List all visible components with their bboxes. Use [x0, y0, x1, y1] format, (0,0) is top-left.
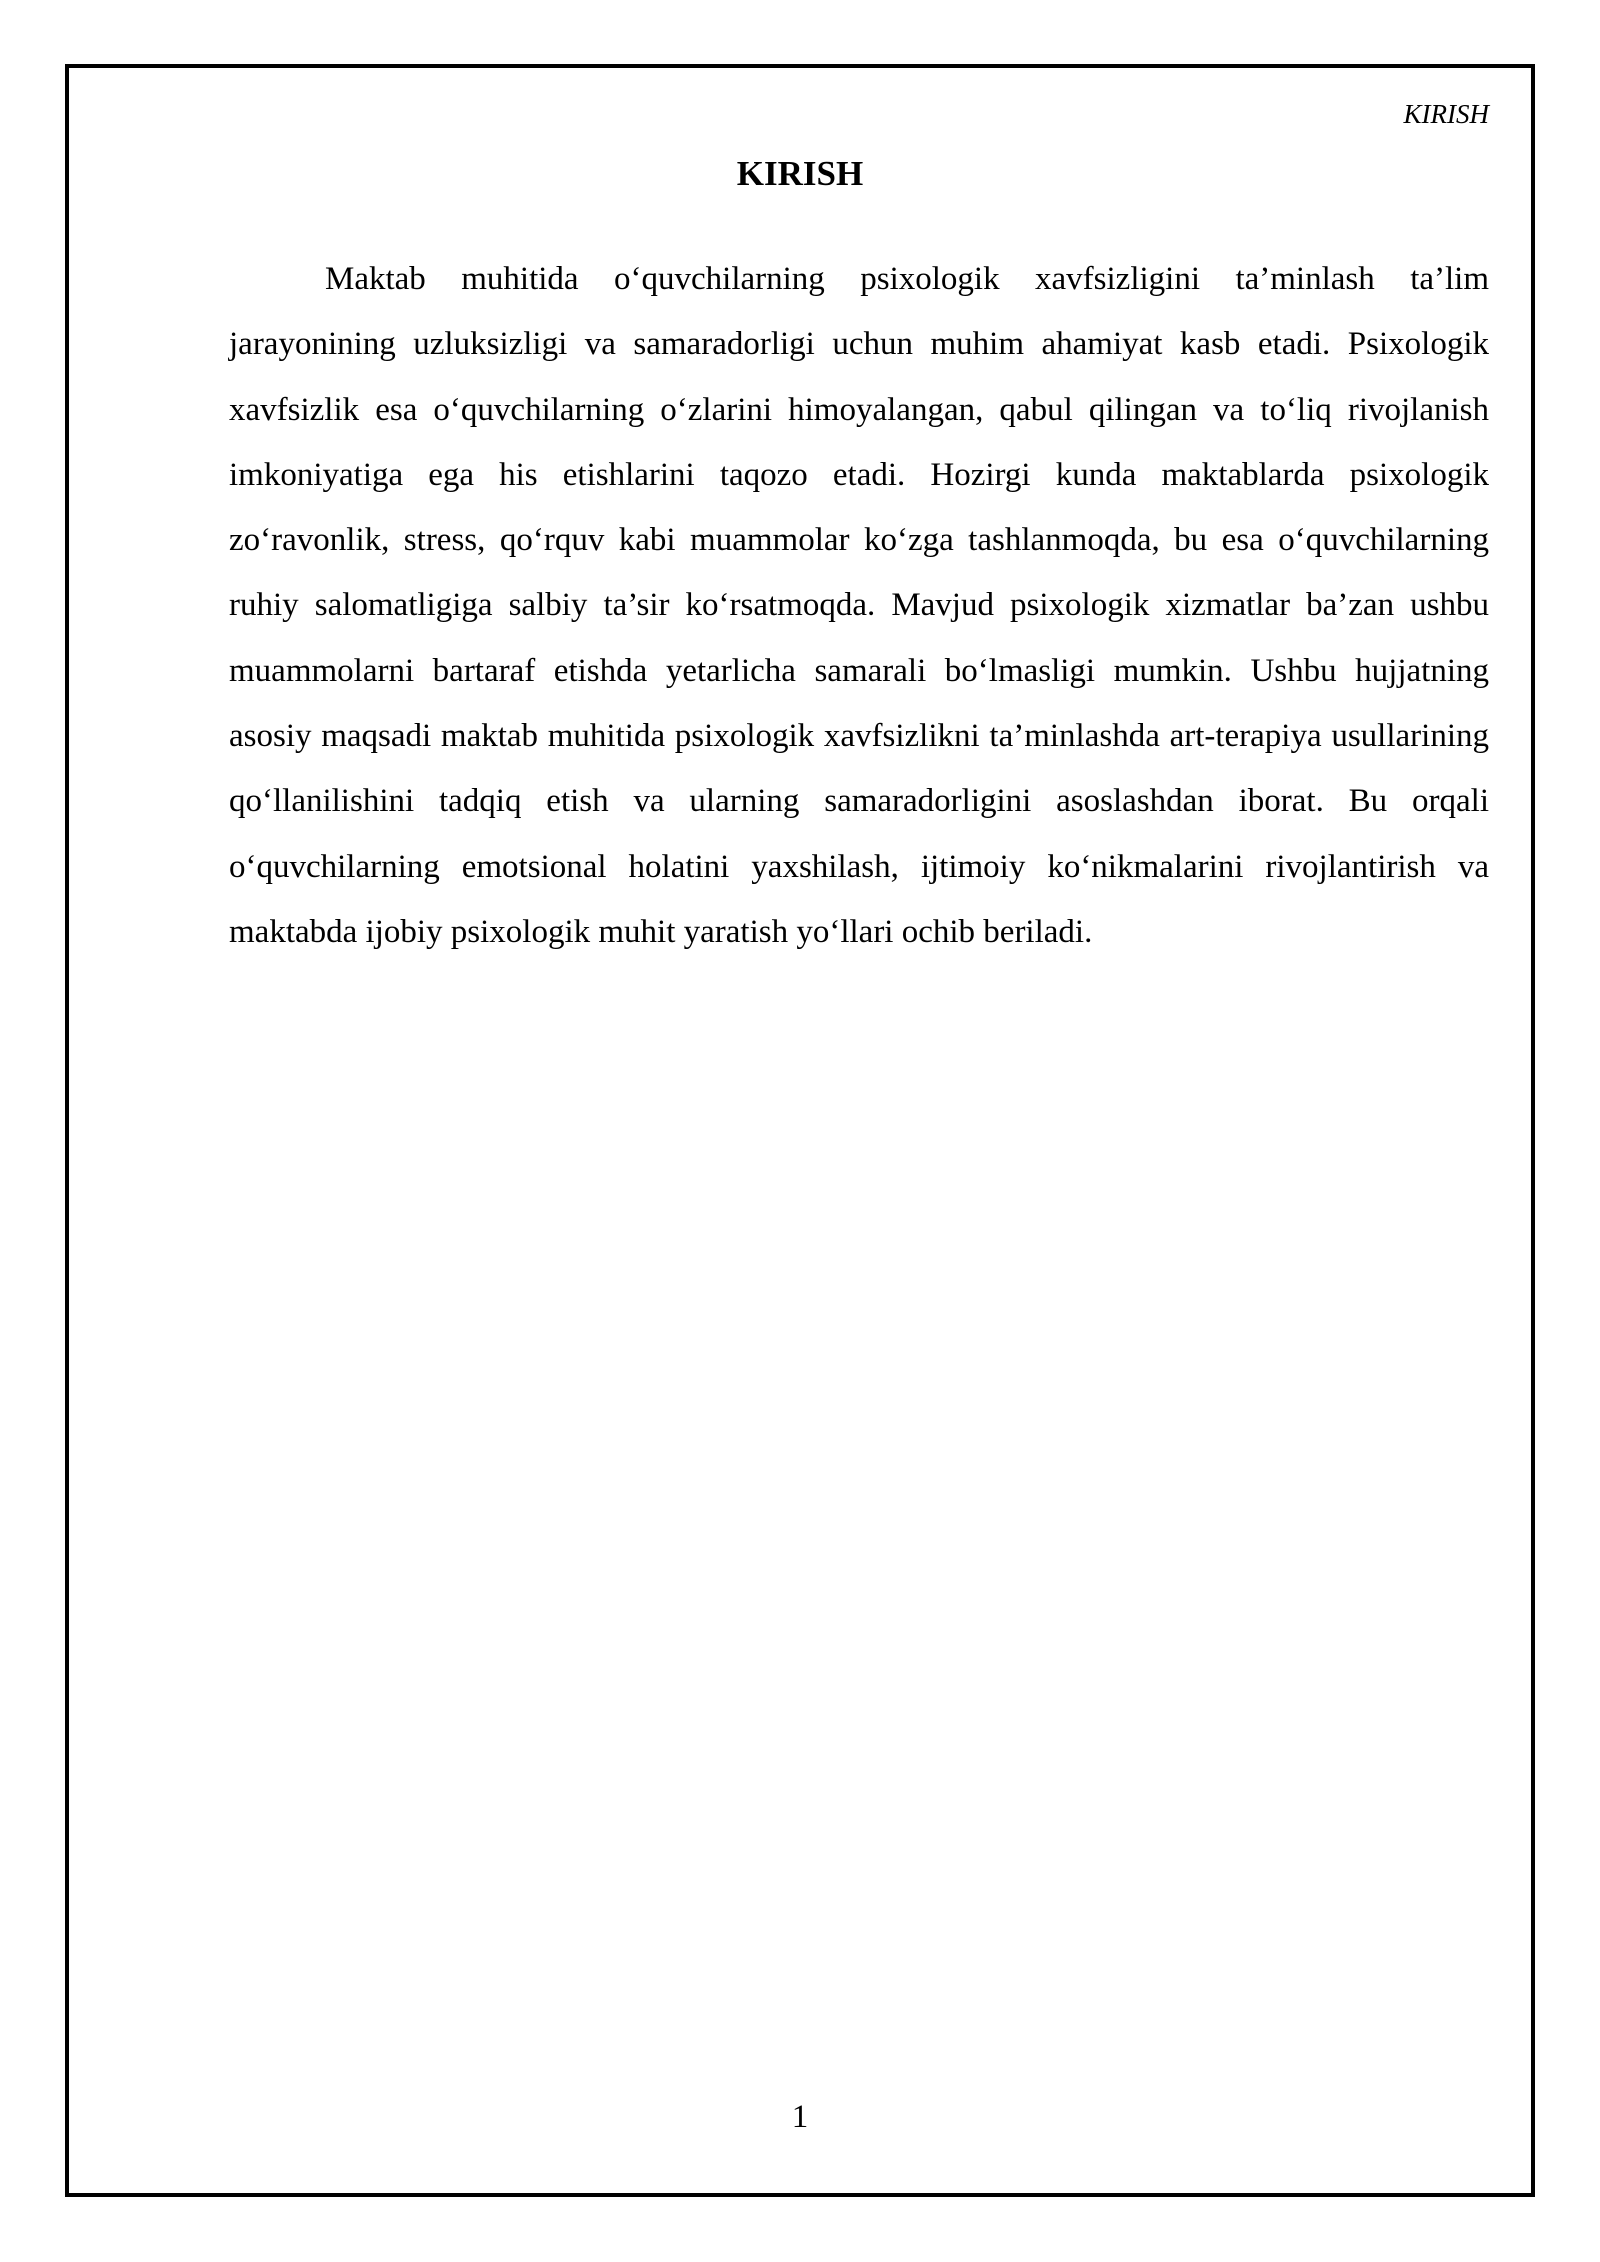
intro-paragraph: Maktab muhitida o‘quvchilarning psixologik xavfsizligini ta’minlash ta’lim jarayonining uzluksizligi va samaradorligi uchun muhim ahamiyat kasb etadi. Psixologik xavfsizlik esa o‘quvchilarning o‘zlarini himoyalangan, qabul qilingan va to‘liq rivojlanish imkoniyatiga ega his etishlarini taqozo etadi. Hozirgi kunda maktablarda psixologik zo‘ravonlik, stress, qo‘rquv kabi muammolar ko‘zga tashlanmoqda, bu esa o‘quvchilarning ruhiy salomatligiga salbiy ta’sir ko‘rsatmoqda. Mavjud psixologik xizmatlar ba’zan ushbu muammolarni bartaraf etishda yetarlicha samarali bo‘lmasligi mumkin. Ushbu hujjatning asosiy maqsadi maktab muhitida psixologik xavfsizlikni ta’minlashda art-terapiya usullarining qo‘llanilishini tadqiq etish va ularning samaradorligini asoslashdan iborat. Bu orqali o‘quvchilarning emotsional holatini yaxshilash, ijtimoiy ko‘nikmalarini rivojlantirish va maktabda ijobiy psixologik muhit yaratish yo‘llari ochib beriladi.	[229, 261, 1489, 950]
running-header: KIRISH	[1403, 99, 1489, 129]
page-number: 1	[791, 2099, 809, 2135]
page-title: KIRISH	[736, 154, 864, 193]
